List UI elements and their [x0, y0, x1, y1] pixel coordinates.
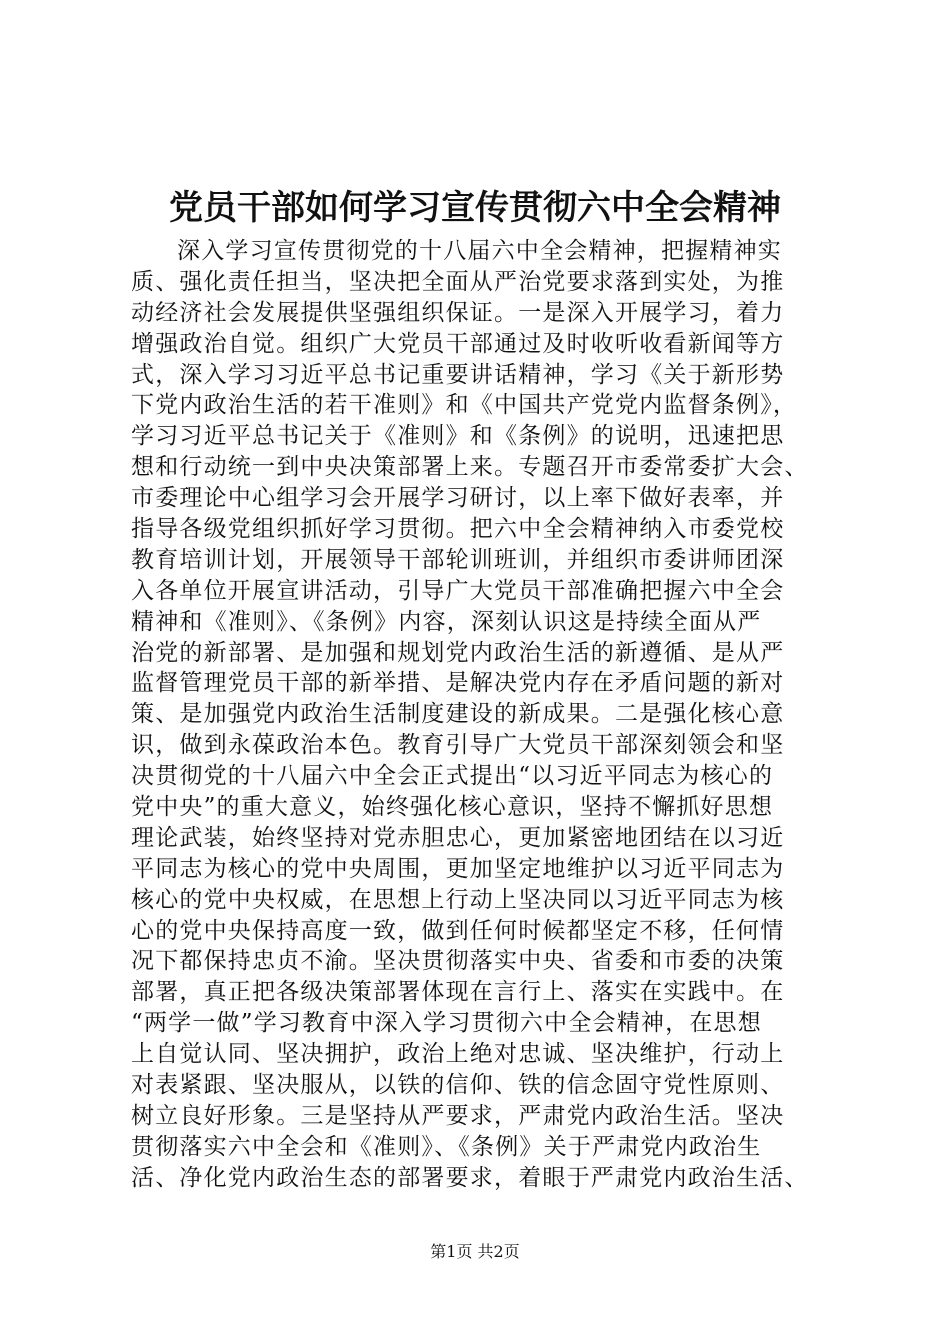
body-line: 党中央”的重大意义，始终强化核心意识，坚持不懈抓好思想	[131, 794, 774, 821]
body-line: 上自觉认同、坚决拥护，政治上绝对忠诚、坚决维护，行动上	[131, 1041, 785, 1068]
body-line: 学习习近平总书记关于《准则》和《条例》的说明，迅速把思	[131, 423, 785, 450]
body-line: 活、净化党内政治生态的部署要求，着眼于严肃党内政治生活、	[131, 1164, 809, 1191]
body-line: 深入学习宣传贯彻党的十八届六中全会精神，把握精神实	[177, 238, 782, 264]
body-line: 决贯彻党的十八届六中全会正式提出“以习近平同志为核心的	[131, 763, 774, 790]
body-line: 教育培训计划，开展领导干部轮训班训，并组织市委讲师团深	[131, 546, 785, 573]
body-line: 平同志为核心的党中央周围，更加坚定地维护以习近平同志为	[131, 855, 785, 882]
page-number-footer: 第1页 共2页	[430, 1242, 520, 1261]
body-line: 质、强化责任担当，坚决把全面从严治党要求落到实处，为推	[131, 268, 785, 295]
body-line: 核心的党中央权威，在思想上行动上坚决同以习近平同志为核	[131, 886, 785, 913]
body-line: 动经济社会发展提供坚强组织保证。一是深入开展学习，着力	[131, 299, 785, 326]
body-line: 治党的新部署、是加强和规划党内政治生活的新遵循、是从严	[131, 639, 785, 666]
body-line: 入各单位开展宣讲活动，引导广大党员干部准确把握六中全会	[131, 577, 785, 604]
body-line: 下党内政治生活的若干准则》和《中国共产党党内监督条例》，	[131, 392, 798, 419]
body-line: “两学一做”学习教育中深入学习贯彻六中全会精神，在思想	[131, 1010, 762, 1037]
body-line: 指导各级党组织抓好学习贯彻。把六中全会精神纳入市委党校	[131, 516, 785, 543]
document-title: 党员干部如何学习宣传贯彻六中全会精神	[169, 188, 781, 228]
body-line: 精神和《准则》、《条例》内容，深刻认识这是持续全面从严	[131, 608, 762, 635]
document-body	[131, 236, 831, 1194]
body-line: 贯彻落实六中全会和《准则》、《条例》关于严肃党内政治生	[131, 1133, 762, 1160]
body-line: 对表紧跟、坚决服从，以铁的信仰、铁的信念固守党性原则、	[131, 1072, 785, 1099]
body-line: 部署，真正把各级决策部署体现在言行上、落实在实践中。在	[131, 979, 785, 1006]
body-line: 想和行动统一到中央决策部署上来。专题召开市委常委扩大会、	[131, 454, 809, 481]
body-line: 树立良好形象。三是坚持从严要求，严肃党内政治生活。坚决	[131, 1102, 785, 1129]
body-line: 增强政治自觉。组织广大党员干部通过及时收听收看新闻等方	[131, 330, 785, 357]
body-line: 市委理论中心组学习会开展学习研讨，以上率下做好表率，并	[131, 485, 785, 512]
body-line: 式，深入学习习近平总书记重要讲话精神，学习《关于新形势	[131, 361, 785, 388]
body-line: 理论武装，始终坚持对党赤胆忠心，更加紧密地团结在以习近	[131, 824, 785, 851]
body-line: 识，做到永葆政治本色。教育引导广大党员干部深刻领会和坚	[131, 732, 785, 759]
body-line: 策、是加强党内政治生活制度建设的新成果。二是强化核心意	[131, 701, 785, 728]
body-line: 心的党中央保持高度一致，做到任何时候都坚定不移，任何情	[131, 917, 785, 944]
body-line: 况下都保持忠贞不渝。坚决贯彻落实中央、省委和市委的决策	[131, 948, 785, 975]
body-line: 监督管理党员干部的新举措、是解决党内存在矛盾问题的新对	[131, 670, 785, 697]
